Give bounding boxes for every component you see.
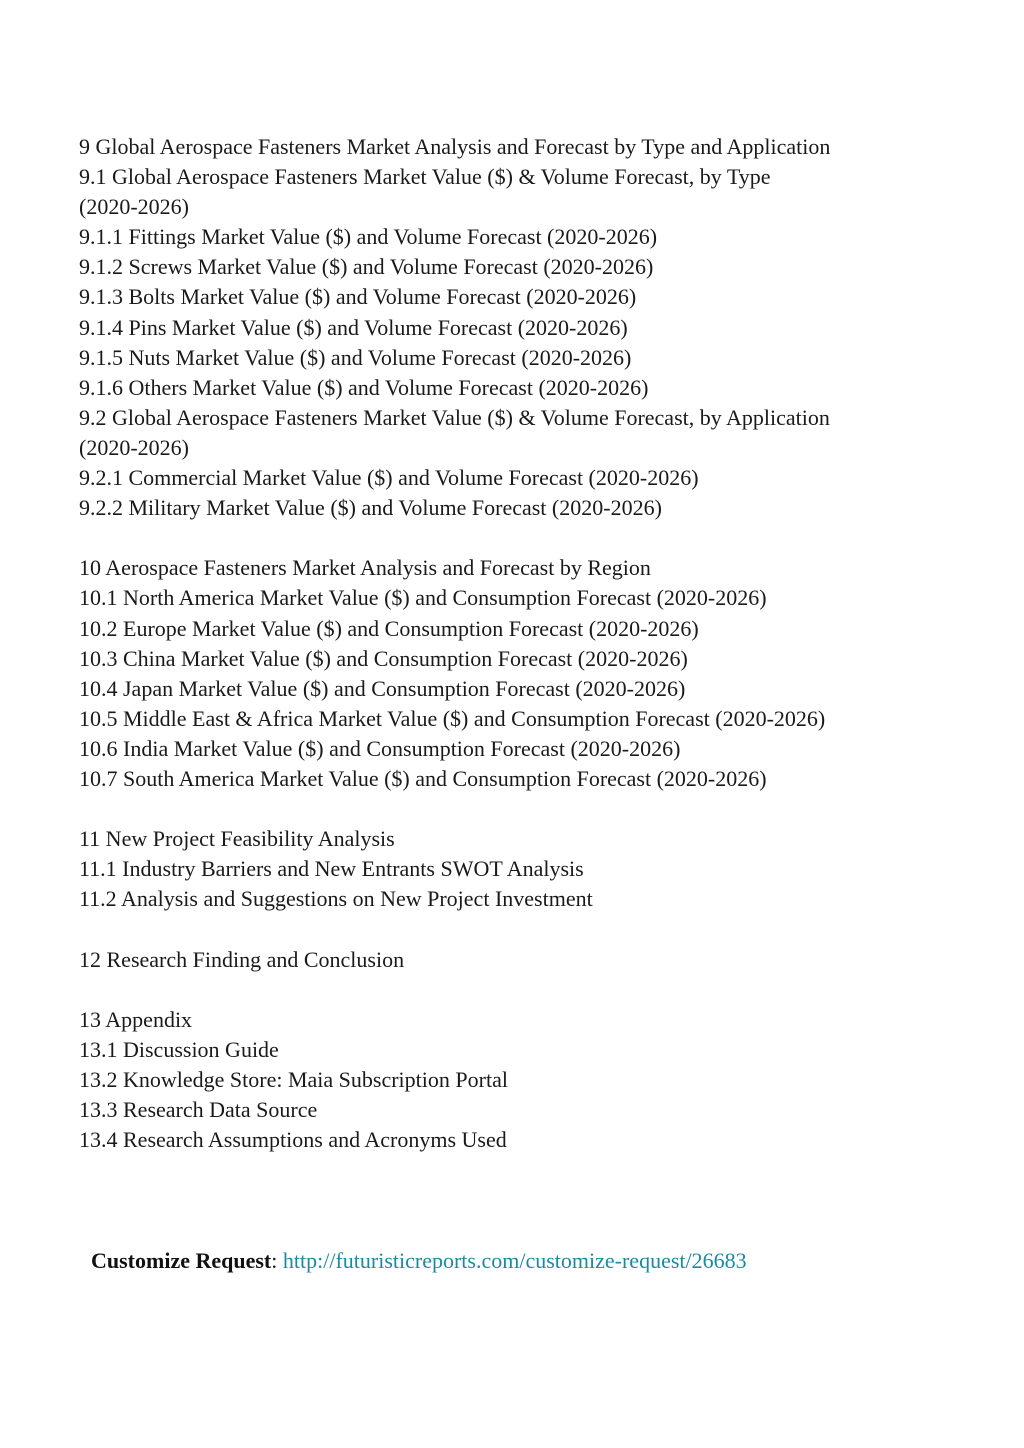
toc-section-12 [79, 945, 929, 975]
toc-item: 10.2 Europe Market Value ($) and Consumption Forecast (2020-2026) [79, 615, 699, 641]
toc-item: 13.2 Knowledge Store: Maia Subscription Portal [79, 1066, 508, 1092]
toc-section-13 [79, 1005, 929, 1155]
toc-item: 9.1.3 Bolts Market Value ($) and Volume Forecast (2020-2026) [79, 284, 637, 310]
toc-item: 11.1 Industry Barriers and New Entrants SWOT Analysis [79, 856, 584, 882]
toc-item: 10.6 India Market Value ($) and Consumption Forecast (2020-2026) [79, 735, 681, 761]
toc-item: 10.4 Japan Market Value ($) and Consumption Forecast (2020-2026) [79, 675, 686, 701]
toc-item: 9.1.2 Screws Market Value ($) and Volume Forecast (2020-2026) [79, 254, 654, 280]
toc-section-title: 11 New Project Feasibility Analysis [79, 826, 395, 852]
toc-section-11 [79, 824, 929, 914]
toc-section-title: 10 Aerospace Fasteners Market Analysis and Forecast by Region [79, 555, 651, 581]
customize-request-separator: : [271, 1248, 283, 1273]
toc-item: 9.1.6 Others Market Value ($) and Volume Forecast (2020-2026) [79, 374, 649, 400]
customize-request [91, 1246, 747, 1276]
toc-item-continuation: (2020-2026) [79, 194, 189, 220]
toc-item: 13.4 Research Assumptions and Acronyms Used [79, 1127, 507, 1153]
toc-item: 11.2 Analysis and Suggestions on New Project Investment [79, 886, 593, 912]
section-spacer [79, 914, 929, 944]
section-spacer [79, 975, 929, 1005]
toc-item: 9.2.1 Commercial Market Value ($) and Volume Forecast (2020-2026) [79, 465, 699, 491]
toc-item: 13.1 Discussion Guide [79, 1036, 279, 1062]
toc-item: 9.2.2 Military Market Value ($) and Volume Forecast (2020-2026) [79, 495, 662, 521]
toc-section-title: 9 Global Aerospace Fasteners Market Analysis and Forecast by Type and Application [79, 134, 831, 159]
toc-item: 10.7 South America Market Value ($) and Consumption Forecast (2020-2026) [79, 765, 767, 791]
toc-item: 10.1 North America Market Value ($) and Consumption Forecast (2020-2026) [79, 585, 767, 611]
toc-item: 9.2 Global Aerospace Fasteners Market Value ($) & Volume Forecast, by Application [79, 404, 830, 430]
toc-item: 9.1 Global Aerospace Fasteners Market Value ($) & Volume Forecast, by Type [79, 164, 771, 190]
toc-item: 9.1.4 Pins Market Value ($) and Volume Forecast (2020-2026) [79, 314, 628, 340]
toc-section-10 [79, 553, 929, 794]
toc-section-9 [79, 132, 929, 523]
toc-item: 10.5 Middle East & Africa Market Value ($) and Consumption Forecast (2020-2026) [79, 705, 826, 731]
toc-item: 9.1.5 Nuts Market Value ($) and Volume Forecast (2020-2026) [79, 344, 632, 370]
toc-section-title: 12 Research Finding and Conclusion [79, 946, 405, 972]
toc-section-title: 13 Appendix [79, 1006, 193, 1032]
customize-request-label: Customize Request [91, 1248, 272, 1273]
table-of-contents [79, 132, 929, 1155]
toc-item: 9.1.1 Fittings Market Value ($) and Volume Forecast (2020-2026) [79, 224, 658, 250]
toc-item-continuation: (2020-2026) [79, 434, 189, 460]
section-spacer [79, 794, 929, 824]
customize-request-link[interactable]: http://futuristicreports.com/customize-request/26683 [282, 1248, 747, 1273]
section-spacer [79, 523, 929, 553]
toc-item: 10.3 China Market Value ($) and Consumption Forecast (2020-2026) [79, 645, 688, 671]
toc-item: 13.3 Research Data Source [79, 1097, 318, 1122]
